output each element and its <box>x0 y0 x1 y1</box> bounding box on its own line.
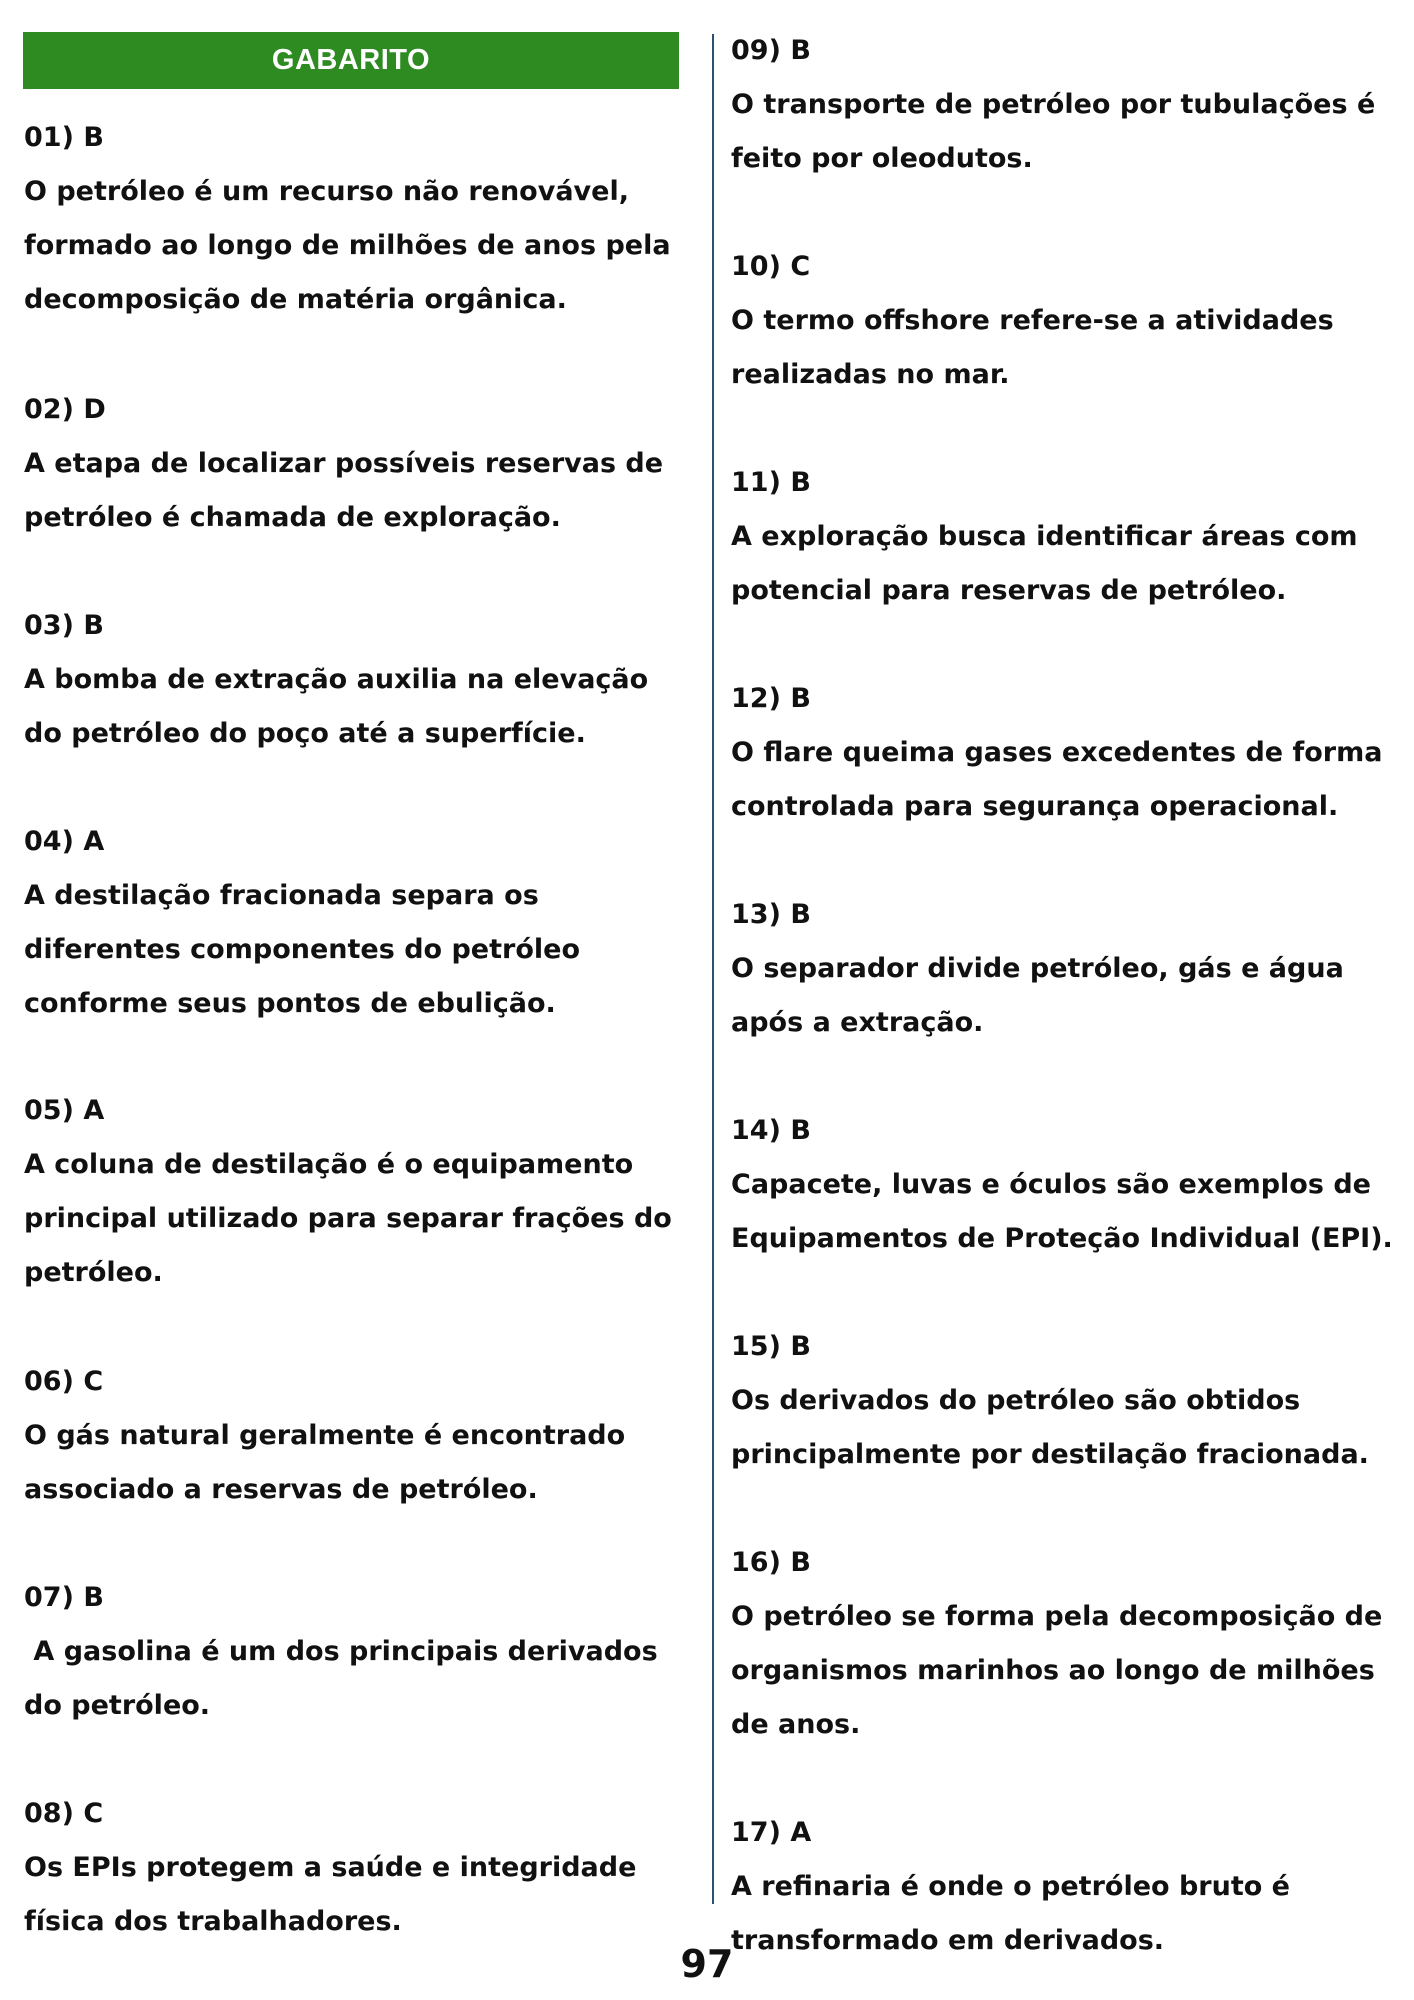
answer-explanation: A bomba de extração auxilia na elevação do petróleo do poço até a superfície. <box>24 664 649 749</box>
answer-key: 07) B <box>24 1582 104 1613</box>
answer-key: 14) B <box>731 1115 811 1146</box>
answer-explanation: A destilação fracionada separa os diferentes componentes do petróleo conforme seus pontos de ebulição. <box>24 880 580 1019</box>
answer-explanation: O petróleo é um recurso não renovável, formado ao longo de milhões de anos pela decomposição de matéria orgânica. <box>24 176 671 315</box>
answer-explanation: A coluna de destilação é o equipamento principal utilizado para separar frações do petróleo. <box>24 1149 672 1288</box>
answer-key: 01) B <box>24 122 104 153</box>
answer-explanation: O separador divide petróleo, gás e água após a extração. <box>731 953 1344 1038</box>
answer-key: 08) C <box>24 1798 104 1829</box>
answer-explanation: Os EPIs protegem a saúde e integridade física dos trabalhadores. <box>24 1852 637 1937</box>
answer-item <box>24 1787 684 1949</box>
column-divider <box>712 34 714 1904</box>
answer-key: 02) D <box>24 394 106 425</box>
answer-key: 05) A <box>24 1095 105 1126</box>
answer-explanation: O transporte de petróleo por tubulações é feito por oleodutos. <box>731 89 1376 174</box>
answer-item <box>731 1320 1401 1482</box>
answer-item <box>24 599 684 761</box>
answer-key: 16) B <box>731 1547 811 1578</box>
answer-key: 10) C <box>731 251 811 282</box>
answer-item <box>24 815 684 1031</box>
answer-item <box>731 672 1401 834</box>
answer-item <box>731 240 1401 402</box>
answer-key: 13) B <box>731 899 811 930</box>
answer-key: 12) B <box>731 683 811 714</box>
answer-key: 17) A <box>731 1817 812 1848</box>
answer-explanation: A etapa de localizar possíveis reservas de petróleo é chamada de exploração. <box>24 448 664 533</box>
answer-explanation: Os derivados do petróleo são obtidos principalmente por destilação fracionada. <box>731 1385 1369 1470</box>
answer-key: 03) B <box>24 610 104 641</box>
answer-item <box>731 888 1401 1050</box>
answer-explanation: O flare queima gases excedentes de forma controlada para segurança operacional. <box>731 737 1383 822</box>
answer-explanation: A exploração busca identificar áreas com potencial para reservas de petróleo. <box>731 521 1358 606</box>
answer-item <box>731 1104 1401 1266</box>
answer-item <box>24 383 684 545</box>
header-bar <box>23 32 679 89</box>
answer-item <box>731 1536 1401 1752</box>
answer-key: 09) B <box>731 35 811 66</box>
page-number: 97 <box>680 1942 734 1986</box>
answer-key: 11) B <box>731 467 811 498</box>
page-title: GABARITO <box>271 44 431 76</box>
answer-explanation: Capacete, luvas e óculos são exemplos de Equipamentos de Proteção Individual (EPI). <box>731 1169 1393 1254</box>
answer-explanation: O petróleo se forma pela decomposição de organismos marinhos ao longo de milhões de anos. <box>731 1601 1383 1740</box>
answer-key: 15) B <box>731 1331 811 1362</box>
answer-item <box>24 1571 684 1733</box>
answer-explanation: A gasolina é um dos principais derivados do petróleo. <box>24 1636 668 1721</box>
answer-item <box>24 111 684 327</box>
answer-item <box>731 456 1401 618</box>
answer-key: 06) C <box>24 1366 104 1397</box>
answer-item <box>731 24 1401 186</box>
answer-key: 04) A <box>24 826 105 857</box>
answer-item <box>24 1355 684 1517</box>
answer-explanation: O gás natural geralmente é encontrado associado a reservas de petróleo. <box>24 1420 626 1505</box>
answer-explanation: A refinaria é onde o petróleo bruto é transformado em derivados. <box>731 1871 1290 1956</box>
answer-item <box>24 1084 684 1300</box>
answer-explanation: O termo offshore refere-se a atividades realizadas no mar. <box>731 305 1334 390</box>
